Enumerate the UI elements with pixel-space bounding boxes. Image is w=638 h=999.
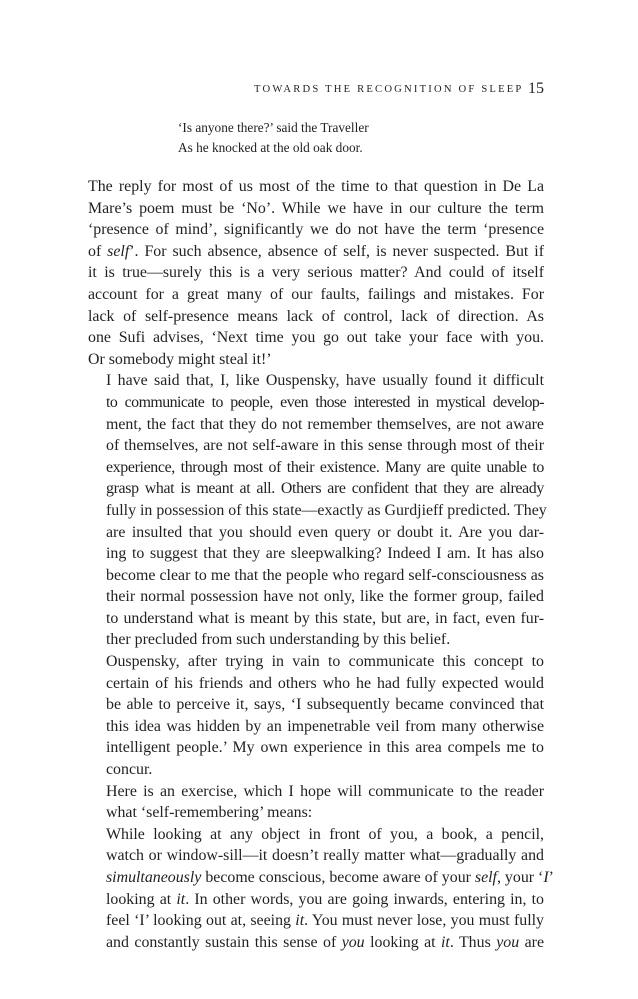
- text-line: lack of self-presence means lack of control, lack of direction. As: [88, 307, 544, 325]
- text-line: become clear to me that the people who regard self-consciousness as: [106, 566, 544, 584]
- text-line: their normal possession have not only, like the former group, failed: [106, 588, 544, 606]
- text-line: The reply for most of us most of the time to that question in De La: [88, 178, 544, 195]
- paragraph: [88, 370, 547, 651]
- text-line: account for a great many of our faults, failings and mistakes. For: [88, 285, 544, 303]
- text-line: are insulted that you should even query or doubt it. Are you dar-: [106, 523, 544, 541]
- text-line: what ‘self-remembering’ means:: [106, 804, 313, 822]
- text-line: to communicate to people, even those interested in mystical develop-: [106, 393, 544, 411]
- italic-emphasis: you: [341, 933, 365, 951]
- text-line: ing to suggest that they are sleepwalking? Indeed I am. It has also: [106, 545, 544, 563]
- text-line: Ouspensky, after trying in vain to communicate this concept to: [106, 653, 544, 671]
- epigraph-verse: [178, 118, 369, 158]
- italic-emphasis: you: [496, 933, 520, 951]
- text-line: experience, through most of their existence. Many are quite unable to: [106, 458, 544, 476]
- text-line: one Sufi advises, ‘Next time you go out take your face with you.: [88, 329, 544, 347]
- italic-emphasis: simultaneously: [106, 869, 202, 886]
- text-line: of self’. For such absence, absence of self, is never suspected. But if: [88, 242, 544, 260]
- text-line: Mare’s poem must be ‘No’. While we have in our culture the term: [88, 199, 544, 217]
- verse-line: ‘Is anyone there?’ said the Traveller: [178, 120, 369, 135]
- text-line: ment, the fact that they do not remember themselves, are not aware: [106, 415, 544, 433]
- text-line: simultaneously become conscious, become aware of your self, your ‘I’: [106, 869, 554, 886]
- italic-emphasis: I: [543, 869, 549, 886]
- text-line: While looking at any object in front of you, a book, a pencil,: [106, 825, 544, 843]
- paragraph: [88, 651, 544, 781]
- text-line: be able to perceive it, says, ‘I subsequently became convinced that: [106, 696, 544, 714]
- page-number: 15: [528, 80, 544, 97]
- text-line: ther precluded from such understanding by this belief.: [106, 631, 451, 649]
- text-line: certain of his friends and others who he had fully expected would: [106, 674, 544, 692]
- text-line: it is true—surely this is a very serious matter? And could of itself: [88, 264, 544, 282]
- italic-emphasis: self: [107, 242, 130, 260]
- text-line: watch or window-sill—it doesn’t really matter what—gradually and: [106, 847, 544, 865]
- verse-line: As he knocked at the old oak door.: [178, 140, 363, 155]
- text-line: grasp what is meant at all. Others are confident that they are already: [106, 480, 544, 498]
- text-line: I have said that, I, like Ouspensky, have usually found it difficult: [106, 372, 544, 390]
- text-line: feel ‘I’ looking out at, seeing it. You must never lose, you must fully: [106, 912, 545, 930]
- italic-emphasis: it: [441, 933, 450, 951]
- running-head: TOWARDS THE RECOGNITION OF SLEEP: [254, 84, 524, 95]
- italic-emphasis: it: [295, 912, 305, 930]
- text-line: Or somebody might steal it!’: [88, 350, 272, 368]
- text-line: of themselves, are not self-aware in this sense through most of their: [106, 437, 544, 455]
- paragraph: [88, 781, 544, 824]
- text-line: to understand what is meant by this state, but are, in fact, even fur-: [106, 609, 544, 627]
- text-line: Here is an exercise, which I hope will communicate to the reader: [106, 782, 544, 800]
- text-line: looking at it. In other words, you are going inwards, entering in, to: [106, 890, 544, 908]
- paragraph: [88, 176, 544, 370]
- text-line: ‘presence of mind’, significantly we do not have the term ‘presence: [88, 221, 544, 239]
- text-line: intelligent people.’ My own experience in this area compels me to: [106, 739, 544, 757]
- italic-emphasis: it: [176, 890, 186, 908]
- body-text: [88, 176, 554, 953]
- text-line: this idea was hidden by an impenetrable veil from many otherwise: [106, 717, 544, 735]
- text-line: and constantly sustain this sense of you looking at it. Thus you are: [106, 933, 544, 951]
- text-line: concur.: [106, 761, 153, 779]
- paragraph: [88, 824, 554, 954]
- text-line: fully in possession of this state—exactly as Gurdjieff predicted. They: [106, 501, 547, 519]
- italic-emphasis: self: [474, 869, 497, 886]
